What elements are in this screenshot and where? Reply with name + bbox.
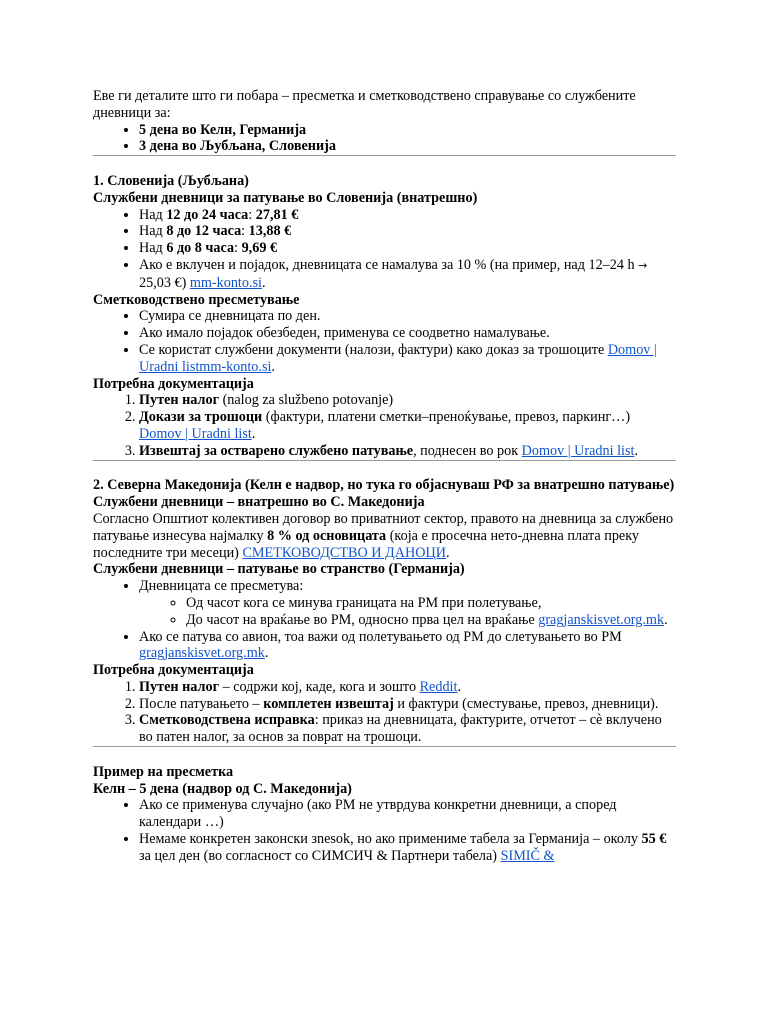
list-item: • 3 дена во Љубљана, Словенија xyxy=(139,138,676,155)
example-list xyxy=(93,797,676,864)
document-page xyxy=(93,88,676,865)
intro-text: Еве ги деталите што ги побара – пресметка и сметководствено справување со службените дневници за: xyxy=(93,88,636,121)
list-item: 3. Извештај за остварено службено патување, поднесен во рок Domov | Uradni list. xyxy=(139,443,676,460)
list-item: • Над 6 до 8 часа: 9,69 € xyxy=(139,240,676,257)
subheading: Службени дневници – патување во странство (Германија) xyxy=(93,561,465,578)
subheading: Сметководствено пресметување xyxy=(93,291,300,308)
list-item: • Ако се патува со авион, тоа важи од полетувањето од РМ до слетувањето во РМ gragjanskisvet.org.mk. xyxy=(139,629,676,663)
list-item: • Над 12 до 24 часа: 27,81 € xyxy=(139,207,676,224)
abroad-list xyxy=(93,578,676,662)
list-item: • Ако се применува случајно (ако РМ не утврдува конкретни дневници, а според календари …) xyxy=(139,797,676,831)
section-heading-macedonia: 2. Северна Македонија (Келн е надвор, но тука го објаснуваш РФ за внатрешно патување) xyxy=(93,477,675,494)
list-item: 1. Путен налог – содржи кој, каде, кога и зошто Reddit. xyxy=(139,679,676,696)
list-item: • Над 8 до 12 часа: 13,88 € xyxy=(139,223,676,240)
sub-list xyxy=(139,595,676,629)
list-item: • Се користат службени документи (налози, фактури) како доказ за трошоците Domov | Uradni listmm-konto.si. xyxy=(139,342,676,376)
arrow-right-icon: → xyxy=(638,258,648,272)
list-item: 2. Докази за трошоци (фактури, платени сметки–пренoќување, превоз, паркинг…) Domov | Uradni list. xyxy=(139,409,676,443)
list-item: • Дневницата се пресметува: ◦ Од часот кога се минува границата на РМ при полетување, ◦ До часот на враќање во РМ, односно прва цел на враќање gragjanskisvet.org.mk. xyxy=(139,578,676,628)
source-link[interactable]: Reddit xyxy=(419,678,458,695)
list-item: ◦ До часот на враќање во РМ, односно прва цел на враќање gragjanskisvet.org.mk. xyxy=(186,612,676,629)
list-item: • Сумира се дневницата по ден. xyxy=(139,308,676,325)
source-link[interactable]: mm-konto.si xyxy=(189,274,262,291)
subheading: Потребна документација xyxy=(93,662,254,679)
intro-list xyxy=(93,122,676,156)
documents-list xyxy=(93,679,676,746)
paragraph: Согласно Општиот колективен договор во приватниот сектор, правото на дневница за службено патување изнесува најмалку 8 % од основицата (која е просечна нето-дневна плата преку последните три месеци) СМЕТКОВОДСТВО И ДАНОЦИ. xyxy=(93,510,674,561)
source-link[interactable]: SIMIČ & xyxy=(500,847,555,864)
source-link[interactable]: gragjanskisvet.org.mk xyxy=(139,645,265,662)
list-item: • Ако имало појадок обезбеден, применува се соодветно намалување. xyxy=(139,325,676,342)
subheading: Службени дневници – внатрешно во С. Македонија xyxy=(93,494,425,511)
source-link[interactable]: Domov | Uradni list xyxy=(521,442,635,459)
source-link[interactable]: Domov | Uradni listmm-konto.si xyxy=(139,341,657,375)
section-heading-slovenia: 1. Словенија (Љубљана) xyxy=(93,172,249,189)
documents-list xyxy=(93,392,676,459)
list-item: 2. После патувањето – комплетен извештај и фактури (сместување, превоз, дневници). xyxy=(139,696,676,713)
source-link[interactable]: СМЕТКОВОДСТВО И ДАНОЦИ xyxy=(242,544,446,561)
list-item: ◦ Од часот кога се минува границата на РМ при полетување, xyxy=(186,595,676,612)
list-item: • Ако е вклучен и појадок, дневницата се намалува за 10 % (на пример, над 12–24 h → 25,03 €) mm-konto.si. xyxy=(139,257,676,292)
accounting-list xyxy=(93,308,676,375)
source-link[interactable]: gragjanskisvet.org.mk xyxy=(538,611,665,628)
list-item: 1. Путен налог (nalog za službeno potovanje) xyxy=(139,392,676,409)
subheading: Келн – 5 дена (надвор од С. Македонија) xyxy=(93,780,352,797)
list-item: • 5 дена во Келн, Германија xyxy=(139,122,676,139)
rates-list xyxy=(93,207,676,292)
list-item: • Немаме конкретен законски зnesok, но ако примениме табела за Германија – околу 55 € за цел ден (во согласност со СИМСИЧ & Партнери табела) SIMIČ & xyxy=(139,831,676,865)
subheading: Службени дневници за патување во Словенија (внатрешно) xyxy=(93,189,478,206)
subheading: Потребна документација xyxy=(93,375,254,392)
list-item: 3. Сметководствена исправка: приказ на дневницата, фактурите, отчетот – сè вклучено во патен налог, за основ за поврат на трошоци. xyxy=(139,712,676,746)
source-link[interactable]: Domov | Uradni list xyxy=(139,425,252,442)
section-heading-example: Пример на пресметка xyxy=(93,763,234,780)
